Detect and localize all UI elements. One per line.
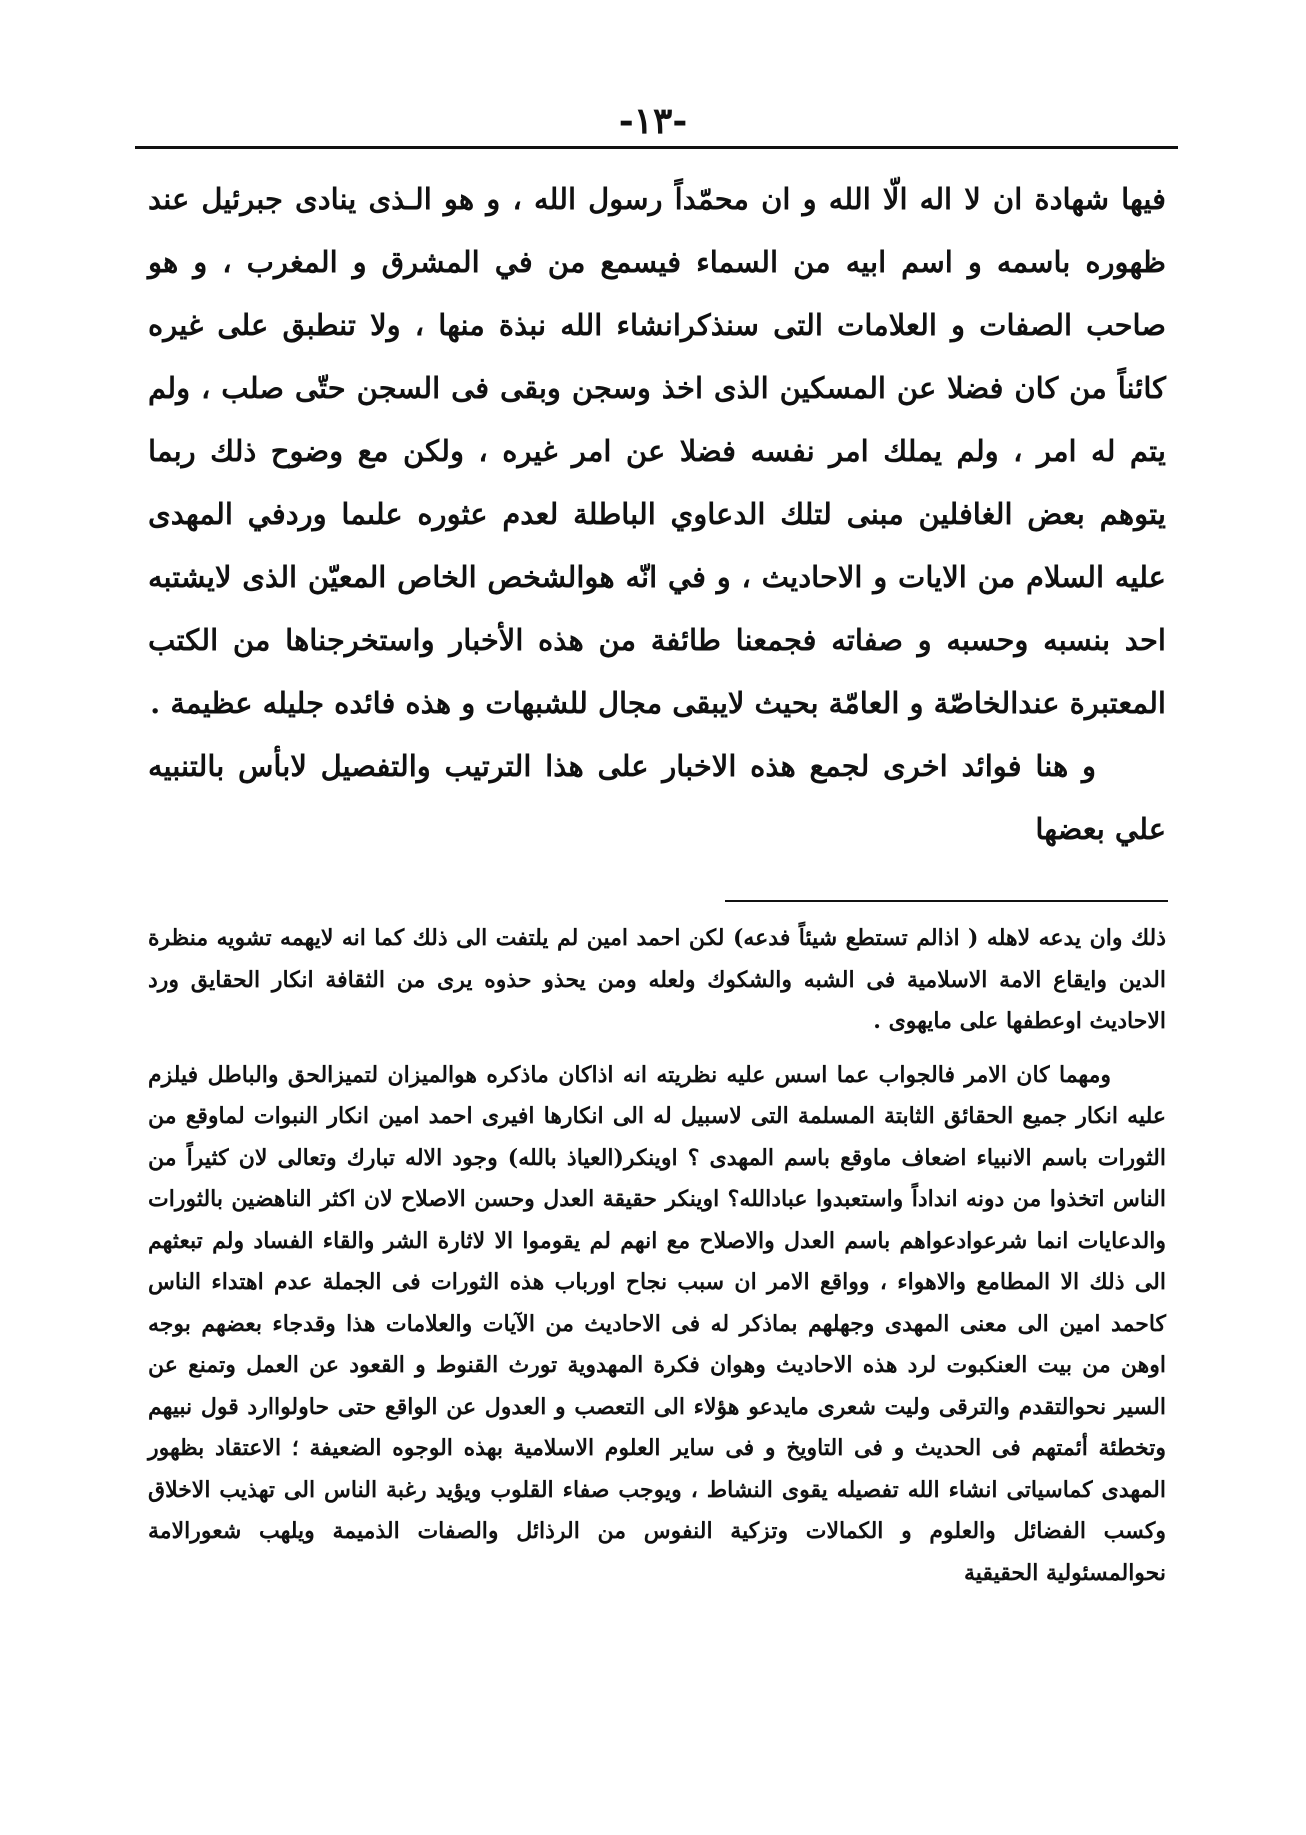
header-rule bbox=[135, 146, 1178, 149]
body-paragraph-2: و هنا فوائد اخرى لجمع هذه الاخبار على هذا الترتيب والتفصيل لابأس بالتنبيه علي بعضها bbox=[148, 749, 1166, 846]
footnote-separator bbox=[725, 900, 1168, 902]
footnote-paragraph-2: ومهما كان الامر فالجواب عما اسس عليه نظريته انه اذاكان ماذكره هوالميزان لتميزالحق والباطل فيلزم عليه انكار جميع الحقائق الثابتة المسلمة التى لاسبيل له الى انكارها افيرى احمد امين انكار النبوات لماوقع من الثورات باسم الانبياء اضعاف ماوقع باسم المهدى ؟ اوينكر(العياذ بالله) وجود الاله تبارك وتعالى لان كثيراً من الناس اتخذوا من دونه انداداً واستعبدوا عبادالله؟ اوينكر حقيقة العدل وحسن الاصلاح لان اكثر الناهضين بالثورات والدعايات انما شرعوادعواهم باسم العدل والاصلاح مع انهم لم يقوموا الا لاثارة الشر والقاء الفساد ولم تبعثهم الى ذلك الا المطامع والاهواء ، وواقع الامر ان سبب نجاح اورباب هذه الثورات فى الجملة عدم اهتداء الناس كاحمد امين الى معنى المهدى وجهلهم بماذكر له فى الاحاديث من الآيات والعلامات هذا وقدجاء بعضهم بوجه اوهن من بيت العنكبوت لرد هذه الاحاديث وهوان فكرة المهدوية تورث القنوط و القعود عن العمل وتمنع عن السير نحوالتقدم والترقى وليت شعرى مايدعو هؤلاء الى التعصب و العدول عن الواقع حتى حاولواارد قول نبيهم وتخطئة أئمتهم فى الحديث و فى التاويخ و فى ساير العلوم الاسلامية بهذه الوجوه الضعيفة ؛ الاعتقاد بظهور المهدى كماسياتى انشاء الله تفصيله يقوى النشاط ، ويوجب صفاء القلوب ويؤيد رغبة الناس الى تهذيب الاخلاق وكسب الفضائل والعلوم و الكمالات وتزكية النفوس من الرذائل والصفات الذميمة ويلهب شعورالامة نحوالمسئولية الحقيقية bbox=[148, 1061, 1166, 1586]
body-paragraph-1: فيها شهادة ان لا اله الّا الله و ان محمّداً رسول الله ، و هو الـذى ينادى جبرئيل عند ظهوره باسمه و اسم ابيه من السماء فيسمع من في المشرق و المغرب ، و هو صاحب الصفات و العلامات التى سنذكرانشاء الله نبذة منها ، ولا تنطبق على غيره كائناً من كان فضلا عن المسكين الذى اخذ وسجن وبقى فى السجن حتّى صلب ، ولم يتم له امر ، ولم يملك امر نفسه فضلا عن امر غيره ، ولكن مع وضوح ذلك ربما يتوهم بعض الغافلين مبنى لتلك الدعاوي الباطلة لعدم عثوره علىما وردفي المهدى عليه السلام من الايات و الاحاديث ، و في انّه هوالشخص الخاص المعيّن الذى لايشتبه احد بنسبه وحسبه و صفاته فجمعنا طائفة من هذه الأخبار واستخرجناها من الكتب المعتبرة عندالخاصّة و العامّة بحيث لايبقى مجال للشبهات و هذه فائده جليله عظيمة . bbox=[148, 182, 1166, 720]
footnote-paragraph-1: ذلك وان يدعه لاهله ( اذالم تستطع شيئاً فدعه) لكن احمد امين لم يلتفت الى ذلك كما انه لايهمه تشويه منظرة الدين وايقاع الامة الاسلامية فى الشبه والشكوك ولعله ومن يحذو حذوه يرى من الثقافة انكار الحقايق ورد الاحاديث اوعطفها على مايهوى . bbox=[148, 925, 1166, 1034]
main-body bbox=[148, 168, 1166, 861]
footnotes bbox=[148, 918, 1166, 1594]
page-number: -١٣- bbox=[618, 100, 688, 142]
